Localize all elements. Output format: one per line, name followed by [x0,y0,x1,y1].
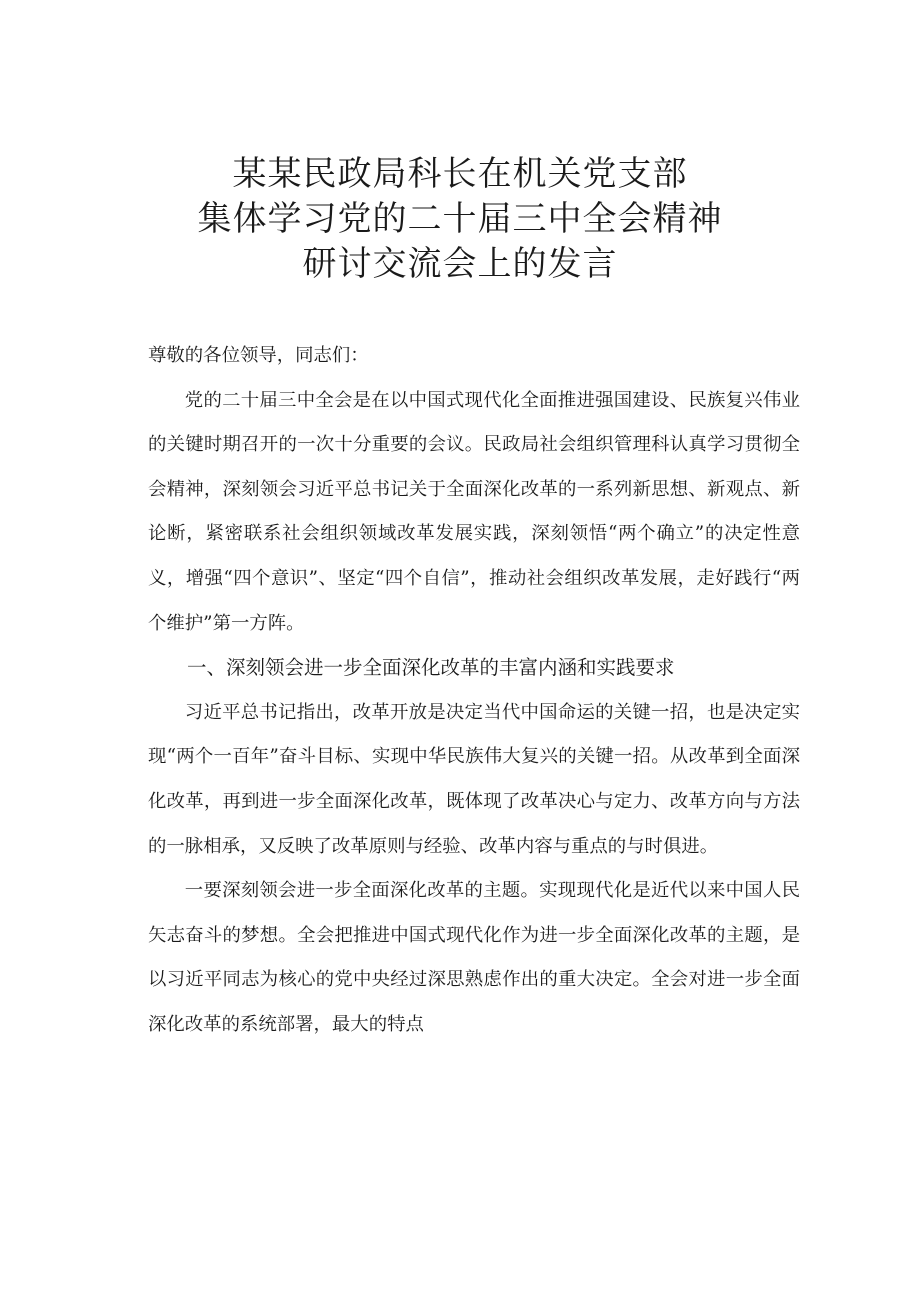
document-body [148,334,800,1048]
paragraph-intro: 党的二十届三中全会是在以中国式现代化全面推进强国建设、民族复兴伟业的关键时期召开的一次十分重要的会议。民政局社会组织管理科认真学习贯彻全会精神，深刻领会习近平总书记关于全面深化改革的一系列新思想、新观点、新论断，紧密联系社会组织领域改革发展实践，深刻领悟“两个确立”的决定性意义，增强“四个意识”、坚定“四个自信”，推动社会组织改革发展，走好践行“两个维护”第一方阵。 [148,389,800,634]
document-title [0,152,920,287]
title-line-1: 某某民政局科长在机关党支部 [232,154,688,194]
paragraph-3: 一要深刻领会进一步全面深化改革的主题。实现现代化是近代以来中国人民矢志奋斗的梦想。全会把推进中国式现代化作为进一步全面深化改革的主题，是以习近平同志为核心的党中央经过深思熟虑作出的重大决定。全会对进一步全面深化改革的系统部署，最大的特点 [148,880,800,1035]
title-line-3: 研讨交流会上的发言 [302,244,618,284]
paragraph-2: 习近平总书记指出，改革开放是决定当代中国命运的关键一招，也是决定实现“两个一百年”奋斗目标、实现中华民族伟大复兴的关键一招。从改革到全面深化改革，再到进一步全面深化改革，既体现了改革决心与定力、改革方向与方法的一脉相承，又反映了改革原则与经验、改革内容与重点的与时俱进。 [148,701,800,857]
salutation: 尊敬的各位领导，同志们： [148,345,369,366]
title-line-2: 集体学习党的二十届三中全会精神 [197,199,723,239]
section-heading-1: 一、深刻领会进一步全面深化改革的丰富内涵和实践要求 [187,656,675,680]
